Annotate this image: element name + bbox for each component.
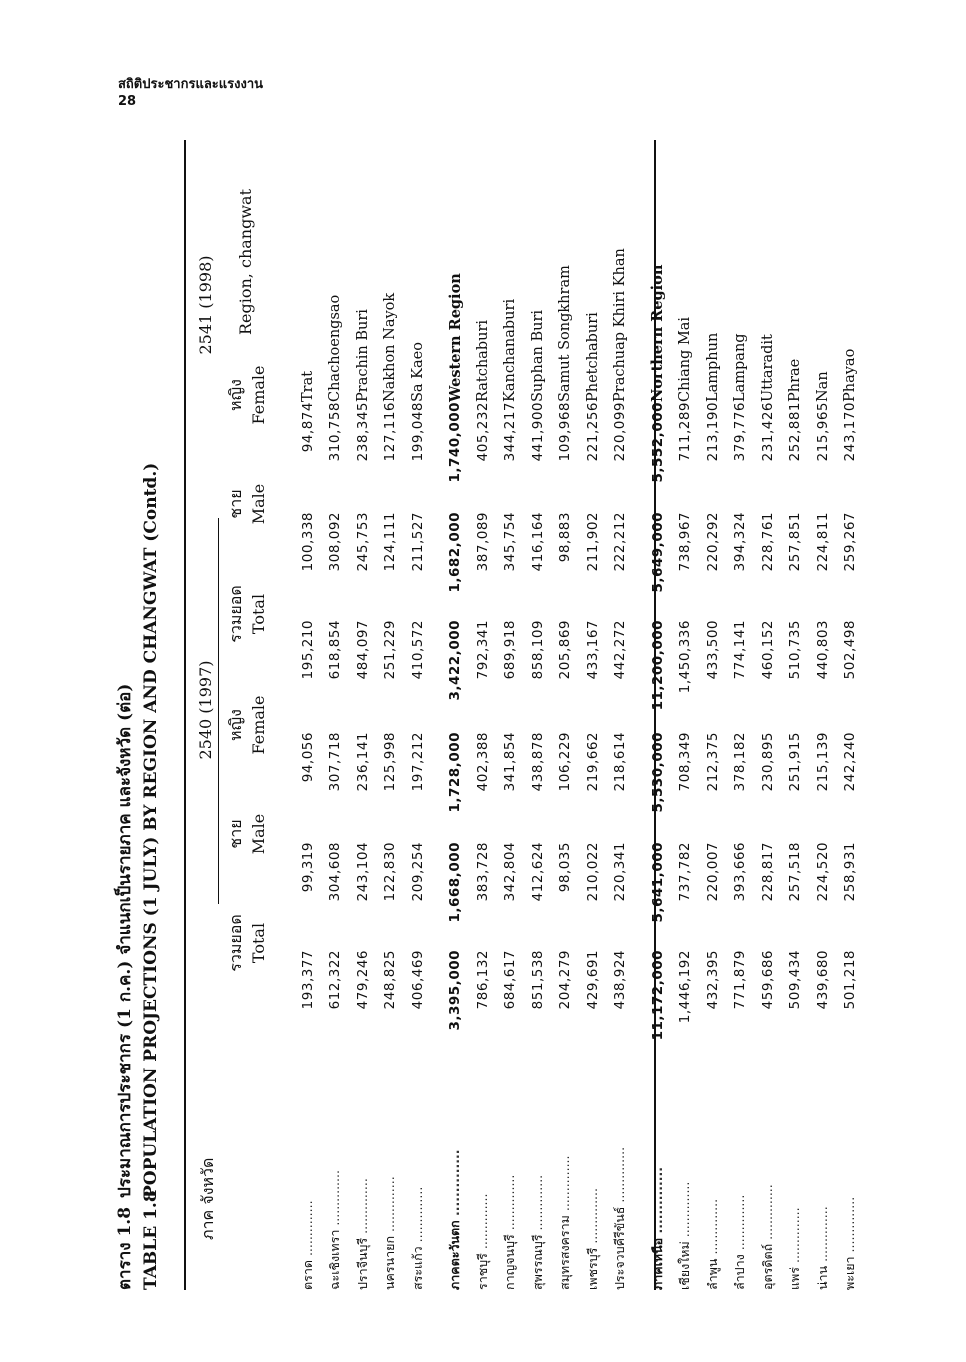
row-value: 502,498: [842, 620, 859, 680]
table-row: [552, 140, 580, 1290]
row-label-th: ลำปาง ..............: [732, 1194, 748, 1290]
row-value: 1,668,000: [447, 842, 464, 923]
row-label-en: Lampang: [732, 333, 749, 402]
row-value: 251,229: [382, 620, 399, 680]
row-value: 224,811: [814, 512, 831, 572]
table-label-en: TABLE 1.8: [141, 1190, 161, 1290]
table-row: [579, 140, 607, 1290]
row-label-en: Prachin Buri: [354, 309, 371, 402]
row-value: 304,608: [327, 842, 344, 902]
row-value: 211,527: [409, 512, 426, 572]
row-value: 1,450,336: [677, 620, 694, 694]
row-value: 230,895: [759, 732, 776, 792]
row-value: 402,388: [474, 732, 491, 792]
table-row: [607, 140, 635, 1290]
row-value: 5,552,000: [649, 402, 666, 483]
row-label-th: ตราด ..............: [299, 1200, 315, 1290]
row-value: 459,686: [759, 950, 776, 1010]
row-value: 510,735: [787, 620, 804, 680]
row-label-th: นครนายก ..............: [382, 1176, 398, 1290]
row-label-th: สุพรรณบุรี ..............: [529, 1174, 545, 1290]
header-year-1997-rule: [218, 518, 219, 904]
row-value: 433,500: [704, 620, 721, 680]
row-value: 5,530,000: [649, 732, 666, 813]
row-value: 238,345: [354, 402, 371, 462]
row-value: 215,965: [814, 402, 831, 462]
row-value: 737,782: [677, 842, 694, 902]
row-value: 1,740,000: [447, 402, 464, 483]
table-row: [442, 140, 470, 1290]
row-value: 378,182: [732, 732, 749, 792]
row-value: 383,728: [474, 842, 491, 902]
header-year-1998: 2541 (1998): [196, 255, 215, 355]
row-value: 257,518: [787, 842, 804, 902]
table-row: [322, 140, 350, 1290]
table-row: [699, 140, 727, 1290]
header-region-en: Region, changwat: [236, 189, 255, 335]
row-value: 1,728,000: [447, 732, 464, 813]
row-value: 689,918: [502, 620, 519, 680]
row-value: 3,422,000: [447, 620, 464, 701]
row-value: 231,426: [759, 402, 776, 462]
table-bottom-rule: [654, 140, 656, 1290]
row-value: 243,170: [842, 402, 859, 462]
row-value: 224,520: [814, 842, 831, 902]
row-label-en: Nakhon Nayok: [382, 292, 399, 402]
row-value: 412,624: [529, 842, 546, 902]
row-value: 94,874: [299, 402, 316, 453]
row-value: 738,967: [677, 512, 694, 572]
row-value: 618,854: [327, 620, 344, 680]
table-row: [672, 140, 700, 1290]
row-value: 310,758: [327, 402, 344, 462]
row-label-th: ภาคตะวันตก ..............: [447, 1149, 463, 1290]
row-value: 484,097: [354, 620, 371, 680]
table-top-rule: [184, 140, 186, 1290]
table-row: [469, 140, 497, 1290]
row-value: 432,395: [704, 950, 721, 1010]
row-value: 406,469: [409, 950, 426, 1010]
row-value: 11,172,000: [649, 950, 666, 1041]
table-row: [644, 140, 672, 1290]
running-head: [118, 76, 263, 110]
row-value: 213,190: [704, 402, 721, 462]
row-value: 215,139: [814, 732, 831, 792]
row-value: 387,089: [474, 512, 491, 572]
table-row: [837, 140, 865, 1290]
row-label-en: Prachuap Khiri Khan: [612, 248, 629, 402]
header-year-1997: 2540 (1997): [196, 660, 215, 760]
row-label-th: อุตรดิตถ์ ..............: [759, 1184, 775, 1290]
row-value: 442,272: [612, 620, 629, 680]
row-label-en: Chiang Mai: [677, 316, 694, 402]
row-value: 858,109: [529, 620, 546, 680]
row-value: 771,879: [732, 950, 749, 1010]
table-row: [497, 140, 525, 1290]
row-value: 416,164: [529, 512, 546, 572]
row-label-th: เชียงใหม่ ..............: [677, 1181, 693, 1290]
row-value: 228,817: [759, 842, 776, 902]
row-value: 220,099: [612, 402, 629, 462]
row-value: 792,341: [474, 620, 491, 680]
row-value: 99,319: [299, 842, 316, 893]
row-value: 212,375: [704, 732, 721, 792]
table-row: [349, 140, 377, 1290]
row-value: 393,666: [732, 842, 749, 902]
header-male-1997: ชาย Male: [226, 813, 268, 855]
row-value: 438,878: [529, 732, 546, 792]
row-value: 440,803: [814, 620, 831, 680]
row-value: 258,931: [842, 842, 859, 902]
row-value: 199,048: [409, 402, 426, 462]
row-value: 197,212: [409, 732, 426, 792]
table-title-th: ประมาณการประชากร (1 ก.ค.) จำแนกเป็นรายภาค และจังหวัด (ต่อ): [115, 683, 135, 1198]
row-value: 3,395,000: [447, 950, 464, 1031]
header-region-th: ภาค จังหวัด: [198, 1157, 217, 1240]
row-value: 220,292: [704, 512, 721, 572]
table-row: [754, 140, 782, 1290]
row-value: 1,446,192: [677, 950, 694, 1024]
row-value: 252,881: [787, 402, 804, 462]
row-label-en: Ratchaburi: [474, 319, 491, 402]
row-label-en: Phetchaburi: [584, 312, 601, 402]
row-value: 509,434: [787, 950, 804, 1010]
page-number: 28: [118, 94, 137, 109]
row-value: 774,141: [732, 620, 749, 680]
row-value: 1,682,000: [447, 512, 464, 593]
row-label-th: พะเยา ..............: [842, 1196, 858, 1290]
row-value: 394,324: [732, 512, 749, 572]
row-value: 479,246: [354, 950, 371, 1010]
header-female-1998: หญิง Female: [226, 365, 268, 425]
row-value: 786,132: [474, 950, 491, 1010]
row-value: 344,217: [502, 402, 519, 462]
header-total-1998: รวมยอด Total: [226, 585, 268, 643]
row-value: 106,229: [557, 732, 574, 792]
row-label-en: Chachoengsao: [327, 294, 344, 402]
header-female-1997: หญิง Female: [226, 695, 268, 755]
table-row: [294, 140, 322, 1290]
row-value: 211,902: [584, 512, 601, 572]
row-value: 205,869: [557, 620, 574, 680]
row-value: 851,538: [529, 950, 546, 1010]
header-male-1998: ชาย Male: [226, 483, 268, 525]
row-value: 98,035: [557, 842, 574, 893]
row-label-en: Uttaradit: [759, 334, 776, 402]
row-value: 209,254: [409, 842, 426, 902]
row-label-en: Samut Songkhram: [557, 265, 574, 402]
row-value: 94,056: [299, 732, 316, 783]
table-label-th: ตาราง 1.8: [115, 1206, 135, 1290]
row-value: 109,968: [557, 402, 574, 462]
row-label-en: Suphan Buri: [529, 309, 546, 402]
row-label-th: ฉะเชิงเทรา ..............: [327, 1170, 343, 1290]
row-value: 245,753: [354, 512, 371, 572]
row-value: 5,649,000: [649, 512, 666, 593]
table-row: [524, 140, 552, 1290]
row-value: 257,851: [787, 512, 804, 572]
row-value: 195,210: [299, 620, 316, 680]
row-value: 410,572: [409, 620, 426, 680]
row-label-en: Nan: [814, 371, 831, 402]
row-value: 342,804: [502, 842, 519, 902]
row-value: 307,718: [327, 732, 344, 792]
row-label-th: เพชรบุรี ..............: [584, 1188, 600, 1290]
row-label-th: ประจวบคีรีขันธ์ ..............: [612, 1146, 628, 1290]
running-head-title: สถิติประชากรและแรงงาน: [118, 77, 264, 92]
row-label-en: Kanchanaburi: [502, 298, 519, 402]
row-value: 100,338: [299, 512, 316, 572]
row-label-en: Lamphun: [704, 332, 721, 402]
table-title-en: POPULATION PROJECTIONS (1 JULY) BY REGION AND CHANGWAT (Contd.): [141, 462, 161, 1198]
row-value: 379,776: [732, 402, 749, 462]
row-value: 204,279: [557, 950, 574, 1010]
row-label-th: สมุทรสงคราม ..............: [557, 1155, 573, 1290]
row-value: 218,614: [612, 732, 629, 792]
row-value: 251,915: [787, 732, 804, 792]
row-gap: [634, 140, 644, 1290]
population-table: [294, 140, 864, 1290]
row-value: 5,641,000: [649, 842, 666, 923]
row-label-en: Phayao: [842, 348, 859, 402]
row-value: 684,617: [502, 950, 519, 1010]
row-value: 711,289: [677, 402, 694, 462]
row-value: 259,267: [842, 512, 859, 572]
row-label-th: สระแก้ว ..............: [409, 1186, 425, 1290]
row-value: 345,754: [502, 512, 519, 572]
row-value: 308,092: [327, 512, 344, 572]
row-value: 222,212: [612, 512, 629, 572]
row-value: 405,232: [474, 402, 491, 462]
row-label-th: น่าน ..............: [814, 1206, 830, 1290]
row-value: 242,240: [842, 732, 859, 792]
row-value: 501,218: [842, 950, 859, 1010]
row-value: 124,111: [382, 512, 399, 572]
table-title: [112, 463, 164, 1290]
row-value: 219,662: [584, 732, 601, 792]
row-value: 193,377: [299, 950, 316, 1010]
row-label-en: Phrae: [787, 358, 804, 402]
row-label-en: Sa Kaeo: [409, 342, 426, 402]
row-value: 438,924: [612, 950, 629, 1010]
row-value: 11,200,000: [649, 620, 666, 711]
table-row: [727, 140, 755, 1290]
row-label-th: แพร่ ..............: [787, 1207, 803, 1290]
row-value: 612,322: [327, 950, 344, 1010]
row-value: 708,349: [677, 732, 694, 792]
row-value: 433,167: [584, 620, 601, 680]
row-label-th: ภาคเหนือ ..............: [649, 1166, 665, 1290]
row-gap: [432, 140, 442, 1290]
row-value: 221,256: [584, 402, 601, 462]
row-value: 220,341: [612, 842, 629, 902]
row-value: 439,680: [814, 950, 831, 1010]
row-value: 248,825: [382, 950, 399, 1010]
row-value: 210,022: [584, 842, 601, 902]
table-row: [377, 140, 405, 1290]
row-label-th: ปราจีนบุรี ..............: [354, 1178, 370, 1290]
row-value: 220,007: [704, 842, 721, 902]
row-value: 341,854: [502, 732, 519, 792]
row-value: 460,152: [759, 620, 776, 680]
row-label-th: ราชบุรี ..............: [474, 1193, 490, 1290]
table-row: [809, 140, 837, 1290]
table-row: [404, 140, 432, 1290]
row-value: 122,830: [382, 842, 399, 902]
row-value: 429,691: [584, 950, 601, 1010]
header-total-1997: รวมยอด Total: [226, 914, 268, 972]
row-label-th: ลำพูน ..............: [704, 1198, 720, 1290]
row-value: 243,104: [354, 842, 371, 902]
row-label-th: กาญจนบุรี ..............: [502, 1174, 518, 1290]
rotated-table-area: [108, 125, 859, 1300]
row-value: 236,141: [354, 732, 371, 792]
row-value: 127,116: [382, 402, 399, 462]
row-value: 441,900: [529, 402, 546, 462]
row-label-en: Trat: [299, 370, 316, 402]
row-label-en: Western Region: [446, 273, 464, 402]
row-value: 98,883: [557, 512, 574, 563]
table-row: [782, 140, 810, 1290]
row-value: 228,761: [759, 512, 776, 572]
row-value: 125,998: [382, 732, 399, 792]
row-label-en: Northern Region: [649, 264, 667, 402]
